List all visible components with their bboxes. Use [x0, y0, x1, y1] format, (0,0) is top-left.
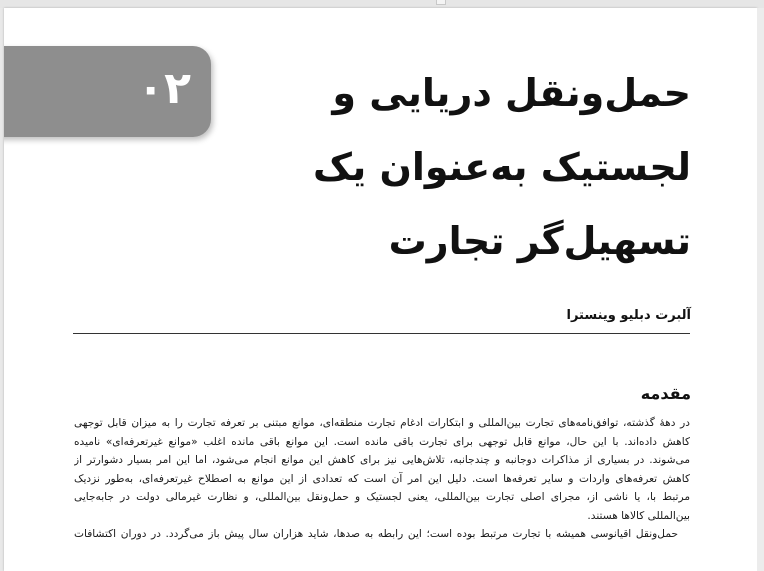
chapter-title-line: تسهیل‌گر تجارت — [388, 219, 691, 263]
page-position-marker — [436, 0, 446, 5]
paragraph-line: کاهش داده‌اند. با این حال، موانع قابل توجهی برای تجارت باقی مانده است. این موانع باقی مانده اغلب «موانع غیرتعرفه‌ای» نامیده — [74, 435, 690, 448]
chapter-number: ۰۲ — [137, 63, 191, 114]
paragraph-line: بین‌المللی کالاها هستند. — [587, 509, 690, 522]
body-text — [74, 414, 690, 544]
section-heading: مقدمه — [640, 384, 691, 403]
paragraph-line: می‌شوند. در بسیاری از مذاکرات دوجانبه و چندجانبه، تلاش‌هایی نیز برای کاهش این موانع انجام می‌شود، اما این امر بسیار دشوارتر از — [74, 454, 690, 466]
paragraph-line: مرتبط با، یا ناشی از، مجرای اصلی تجارت بین‌المللی، یعنی لجستیک و حمل‌ونقل بین‌المللی، و نظارت غیرمالی دولت در جابه‌جایی — [74, 491, 690, 503]
paragraph-line: در دههٔ گذشته، توافق‌نامه‌های تجارت بین‌المللی و ابتکارات ادغام تجارت منطقه‌ای، موانع مبتنی بر تعرفه تجارت را به میزان قابل توجهی — [74, 417, 690, 429]
paragraph-line: کاهش تعرفه‌های واردات و سایر تعرفه‌ها است. دلیل این امر آن است که تعدادی از این موانع به اصطلاح غیرتعرفه‌ای، به‌طور نزدیک — [74, 472, 690, 485]
viewer-toolbar-strip — [0, 0, 764, 8]
document-page — [4, 8, 757, 571]
paragraph-line: حمل‌ونقل اقیانوسی همیشه با تجارت مرتبط بوده است؛ این رابطه به صدها، شاید هزاران سال پیش باز می‌گردد. در دوران اکتشافات — [74, 528, 678, 540]
chapter-number-tab — [4, 46, 211, 137]
chapter-title-line: حمل‌ونقل دریایی و — [332, 71, 691, 115]
chapter-title-line: لجستیک به‌عنوان یک — [313, 145, 691, 189]
author-divider — [73, 333, 690, 334]
chapter-title — [271, 56, 691, 278]
viewer-scroll-gutter[interactable] — [757, 8, 764, 571]
author-name: آلبرت دبلیو وینسترا — [566, 308, 691, 323]
